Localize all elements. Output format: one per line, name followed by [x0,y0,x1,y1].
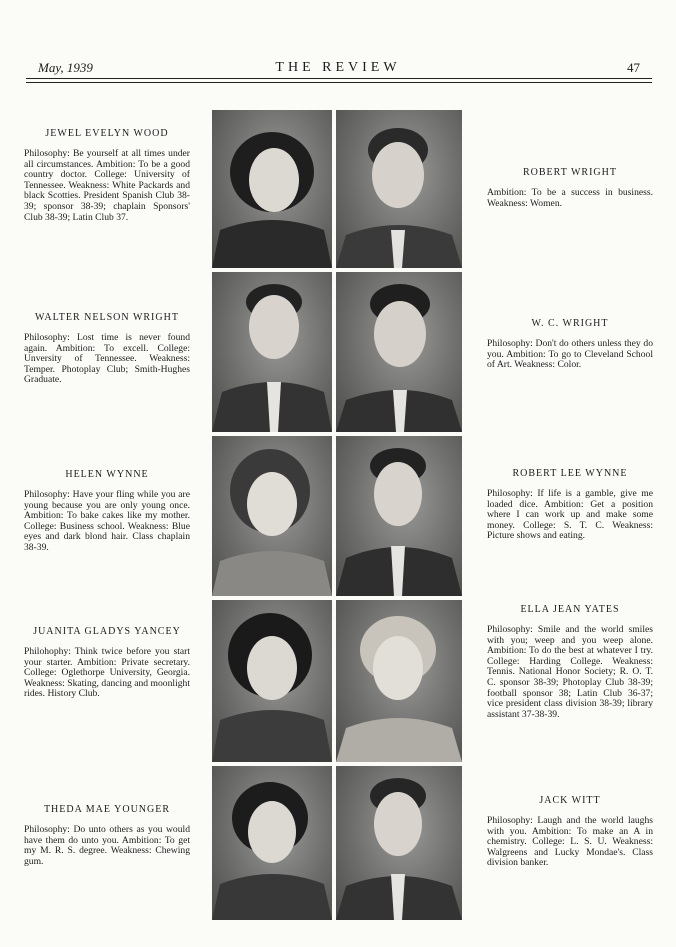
student-portrait [212,436,332,596]
student-bio: Philosophy: Smile and the world smiles with you; weep and you weep alone. Ambition: To do the best at whatever I try. College: Harding College. Weakness: Tennis. National Honor Society; R. O. T. C. sponsor 38-39; Photoplay Club 38-39; football sponsor 38; Latin Club 36-37; vice president class division 38-39; library assistant 37-38-39. [487,624,653,720]
student-portrait [336,272,462,432]
publication-title: THE REVIEW [275,60,401,75]
student-entry [487,318,653,371]
student-name: HELEN WYNNE [65,469,149,480]
student-name: WALTER NELSON WRIGHT [35,312,179,323]
student-entry [24,469,190,554]
student-name: JACK WITT [539,795,601,806]
student-bio: Philosophy: Don't do others unless they do you. Ambition: To go to Cleveland School of Art. Weakness: Color. [487,338,653,371]
student-name: ROBERT WRIGHT [523,167,617,178]
student-portrait [336,110,462,268]
student-bio: Philosophy: Be yourself at all times under all circumstances. Ambition: To be a good country doctor. College: University of Tennessee. Weakness: White Packards and black Scotties. President Spanish Club 38-39; sponsor 38-39; chaplain Sponsors' Club 38-39; Latin Club 37. [24,148,190,223]
student-name: JEWEL EVELYN WOOD [45,128,169,139]
student-entry [487,604,653,720]
student-bio: Philosophy: If life is a gamble, give me loaded dice. Ambition: Get a position where I can work up and make some money. College: S. T. C. Weakness: Picture shows and eating. [487,488,653,542]
student-entry [24,804,190,867]
student-entry [24,626,190,700]
student-portrait [336,766,462,920]
student-portrait [212,110,332,268]
student-portrait [336,436,462,596]
student-entry [487,167,653,209]
page-header [0,58,676,88]
student-portrait [212,272,332,432]
student-name: JUANITA GLADYS YANCEY [33,626,181,637]
student-bio: Ambition: To be a success in business. Weakness: Women. [487,187,653,209]
student-bio: Philohophy: Think twice before you start your starter. Ambition: Private secretary. College: Oglethorpe University, Georgia. Weakness: Skating, dancing and moonlight rides. History Club. [24,646,190,700]
header-rule [26,82,652,83]
student-name: THEDA MAE YOUNGER [43,804,171,815]
student-bio: Philosophy: Have your fling while you are young because you are only young once. Ambition: To bake cakes like my mother. College: Business school. Weakness: Blue eyes and dark blond hair. Class chaplain 38-39. [24,489,190,553]
student-name: ROBERT LEE WYNNE [512,468,628,479]
student-bio: Philosophy: Laugh and the world laughs with you. Ambition: To make an A in chemistry. College: L. S. U. Weakness: Walgreens and Lucky Mondae's. Class division banker. [487,815,653,869]
student-entry [24,312,190,386]
page-number: 47 [627,60,640,75]
student-entry [487,468,653,542]
student-entry [487,795,653,869]
issue-date: May, 1939 [38,60,93,75]
student-portrait [212,766,332,920]
student-bio: Philosophy: Lost time is never found again. Ambition: To excell. College: Unversity of Tennessee. Weakness: Temper. Photoplay Club; Smith-Hughes Graduate. [24,332,190,386]
student-name: W. C. WRIGHT [531,318,609,329]
student-entry [24,128,190,223]
header-rule [26,78,652,79]
student-bio: Philosophy: Do unto others as you would have them do unto you. Ambition: To get my M. R. S. degree. Weakness: Chewing gum. [24,824,190,867]
student-name: ELLA JEAN YATES [520,604,620,615]
student-portrait [336,600,462,762]
student-portrait [212,600,332,762]
